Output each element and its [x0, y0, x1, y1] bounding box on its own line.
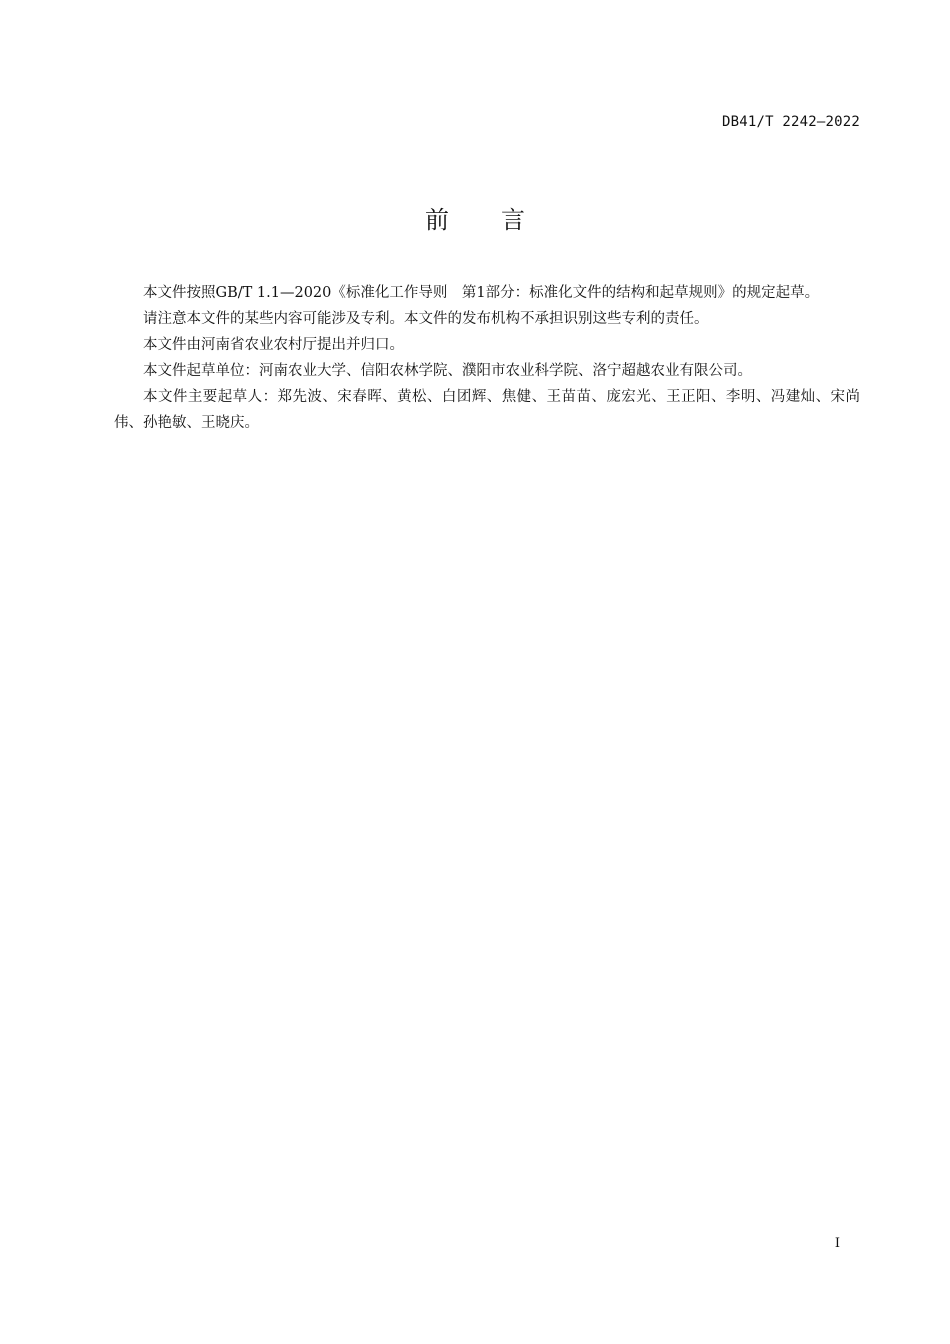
- paragraph-drafters: 本文件主要起草人：郑先波、宋春晖、黄松、白团辉、焦健、王苗苗、庞宏光、王正阳、李明、冯建灿、宋尚伟、孙艳敏、王晓庆。: [114, 389, 860, 431]
- preface-body: [114, 280, 860, 436]
- page-number: I: [834, 1236, 840, 1251]
- page-title: 前言: [425, 206, 577, 234]
- document-code: DB41/T 2242—2022: [721, 114, 860, 130]
- paragraph-proposer: 本文件由河南省农业农村厅提出并归口。: [143, 337, 404, 353]
- paragraph-drafting-units: 本文件起草单位：河南农业大学、信阳农林学院、濮阳市农业科学院、洛宁超越农业有限公司。: [143, 363, 752, 379]
- paragraph-drafting-rules: 本文件按照GB/T 1.1—2020《标准化工作导则 第1部分：标准化文件的结构和起草规则》的规定起草。: [143, 285, 820, 301]
- paragraph-patent-notice: 请注意本文件的某些内容可能涉及专利。本文件的发布机构不承担识别这些专利的责任。: [143, 311, 709, 327]
